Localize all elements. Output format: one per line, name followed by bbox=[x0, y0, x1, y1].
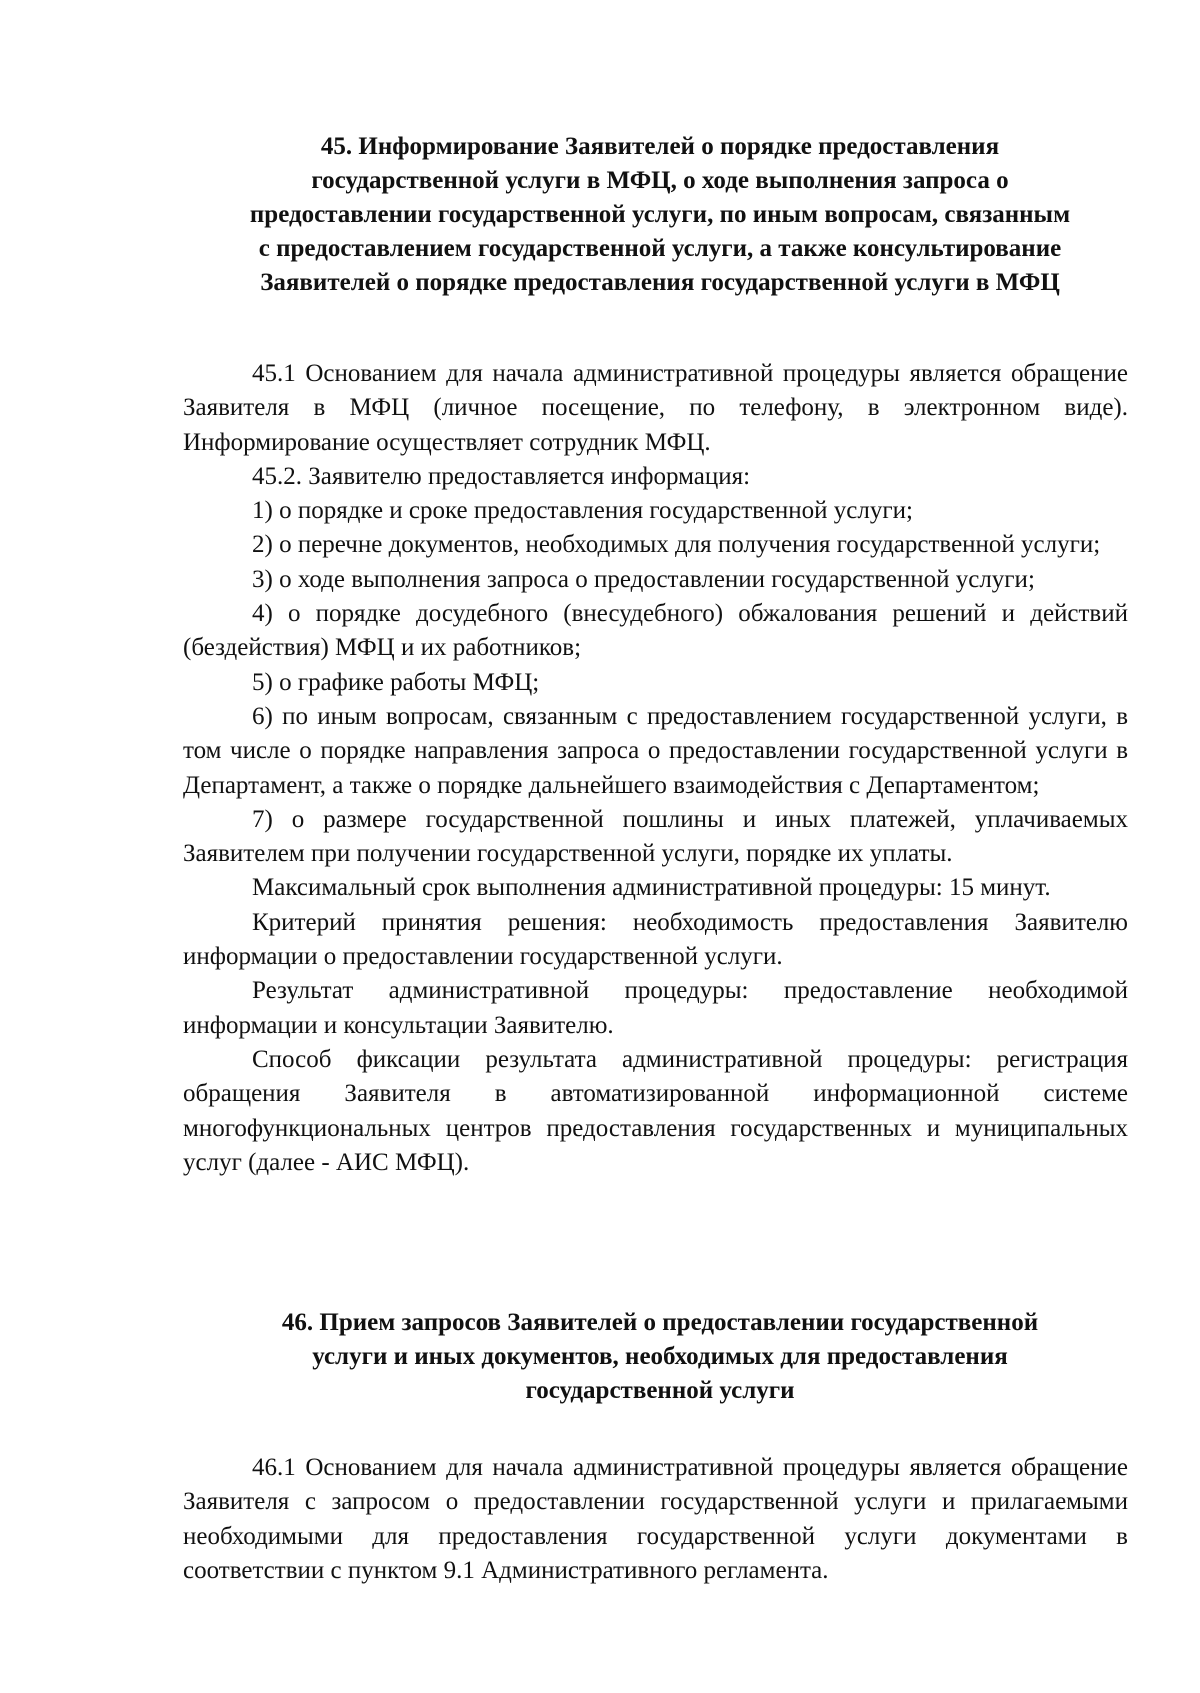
heading-line: с предоставлением государственной услуги, а также консультирование bbox=[258, 235, 1062, 262]
list-item: 1) о порядке и сроке предоставления государственной услуги; bbox=[252, 497, 913, 525]
paragraph-46-1: 46.1 Основанием для начала административной процедуры является обращение Заявителя с запросом о предоставлении государственной услуги и прилагаемыми необходимыми для предоставления государственной услуги документами в соответствии с пунктом 9.1 Административного регламента. bbox=[183, 1454, 1128, 1584]
heading-line: Заявителей о порядке предоставления государственной услуги в МФЦ bbox=[260, 269, 1060, 296]
decision-criterion-paragraph: Критерий принятия решения: необходимость предоставления Заявителю информации о предоставлении государственной услуги. bbox=[183, 908, 1128, 971]
list-item: 6) по иным вопросам, связанным с предоставлением государственной услуги, в том числе о порядке направления запроса о предоставлении государственной услуги в Департамент, а также о порядке дальнейшего взаимодействия с Департаментом; bbox=[183, 702, 1128, 799]
procedure-result-paragraph: Результат административной процедуры: предоставление необходимой информации и консультации Заявителю. bbox=[183, 977, 1128, 1039]
paragraph-45-1: 45.1 Основанием для начала административной процедуры является обращение Заявителя в МФЦ (личное посещение, по телефону, в электронном виде). Информирование осуществляет сотрудник МФЦ. bbox=[183, 360, 1128, 456]
paragraph-45-2: 45.2. Заявителю предоставляется информация: bbox=[252, 462, 751, 490]
section-46-heading bbox=[180, 1306, 1140, 1408]
heading-line: 46. Прием запросов Заявителей о предоставлении государственной bbox=[281, 1309, 1039, 1336]
max-duration-paragraph: Максимальный срок выполнения административной процедуры: 15 минут. bbox=[252, 874, 1051, 902]
list-item: 2) о перечне документов, необходимых для получения государственной услуги; bbox=[252, 531, 1101, 559]
list-item: 5) о графике работы МФЦ; bbox=[252, 668, 540, 696]
heading-line: государственной услуги bbox=[525, 1377, 795, 1404]
heading-line: предоставлении государственной услуги, по иным вопросам, связанным bbox=[249, 201, 1071, 228]
section-45-body bbox=[183, 357, 1128, 1180]
heading-line: государственной услуги в МФЦ, о ходе выполнения запроса о bbox=[311, 167, 1009, 194]
result-recording-paragraph: Способ фиксации результата административной процедуры: регистрация обращения Заявителя в автоматизированной информационной системе многофункциональных центров предоставления государственных и муниципальных услуг (далее - АИС МФЦ). bbox=[183, 1045, 1128, 1176]
list-item: 7) о размере государственной пошлины и иных платежей, уплачиваемых Заявителем при получении государственной услуги, порядке их уплаты. bbox=[183, 805, 1128, 868]
section-46-body bbox=[183, 1451, 1128, 1588]
heading-line: 45. Информирование Заявителей о порядке предоставления bbox=[320, 133, 1000, 160]
heading-line: услуги и иных документов, необходимых для предоставления bbox=[312, 1343, 1008, 1370]
list-item: 4) о порядке досудебного (внесудебного) обжалования решений и действий (бездействия) МФЦ и их работников; bbox=[183, 600, 1128, 662]
list-item: 3) о ходе выполнения запроса о предоставлении государственной услуги; bbox=[252, 565, 1035, 593]
section-45-heading bbox=[180, 130, 1140, 300]
